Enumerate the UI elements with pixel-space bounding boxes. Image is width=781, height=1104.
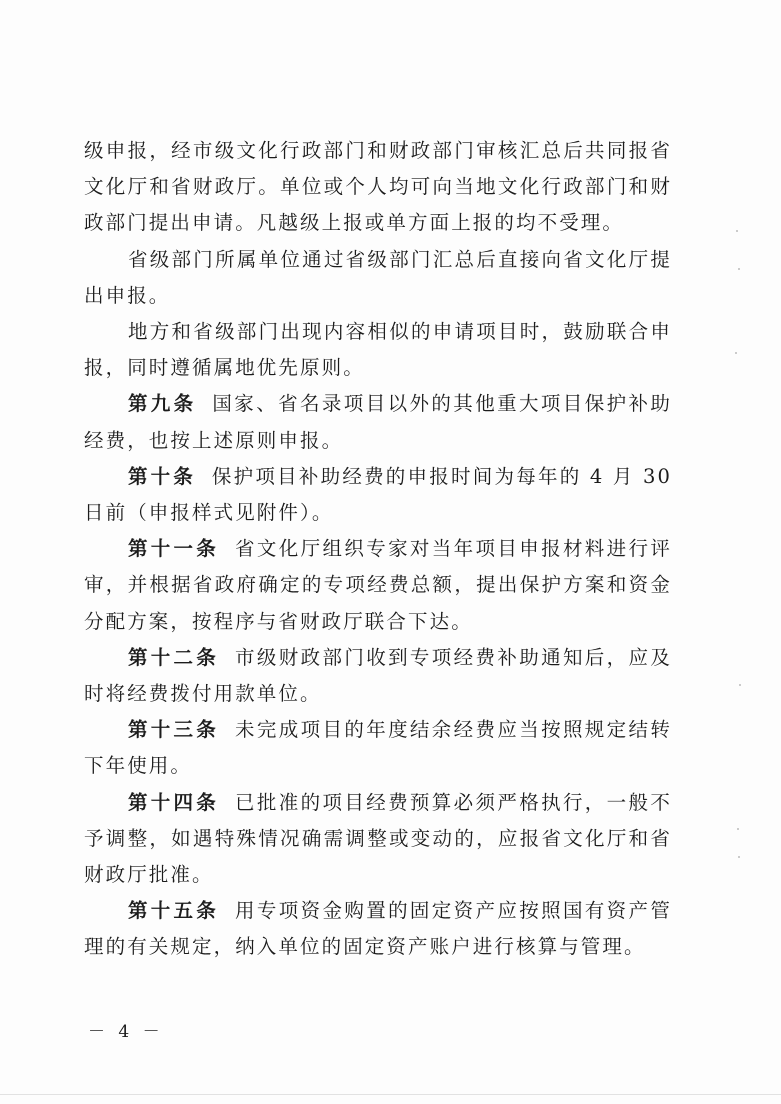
article-heading: 第十一条 <box>128 537 220 561</box>
paragraph-text: 已批准的项目经费预算必须严格执行，一般不予调整，如遇特殊情况确需调整或变动的，应报省文化厅和省财政厅批准。 <box>84 790 672 887</box>
article-11 <box>84 531 672 640</box>
paragraph <box>84 314 672 386</box>
article-9 <box>84 386 672 458</box>
article-heading: 第九条 <box>128 392 197 416</box>
paragraph-text: 地方和省级部门出现内容相似的申请项目时，鼓励联合申报，同时遵循属地优先原则。 <box>84 320 672 380</box>
paragraph-text: 省级部门所属单位通过省级部门汇总后直接向省文化厅提出申报。 <box>84 247 672 307</box>
article-heading: 第十二条 <box>128 645 220 669</box>
paragraph-text: 省文化厅组织专家对当年项目申报材料进行评审，并根据省政府确定的专项经费总额，提出保护方案和资金分配方案，按程序与省财政厅联合下达。 <box>84 537 672 633</box>
article-15 <box>84 893 672 965</box>
scan-edge <box>0 1094 781 1095</box>
scan-speck <box>736 230 738 232</box>
article-13 <box>84 712 672 784</box>
paragraph-text: 用专项资金购置的固定资产应按照国有资产管理的有关规定，纳入单位的固定资产账户进行核算与管理。 <box>84 899 672 959</box>
paragraph <box>84 133 672 242</box>
scan-speck <box>735 352 737 354</box>
paragraph-text: 保护项目补助经费的申报时间为每年的 4 月 30 日前（申报样式见附件）。 <box>84 464 672 525</box>
scan-speck <box>738 268 740 270</box>
article-heading: 第十五条 <box>128 899 220 923</box>
scan-speck <box>738 856 740 858</box>
scan-speck <box>737 828 739 830</box>
paragraph-text: 级申报，经市级文化行政部门和财政部门审核汇总后共同报省文化厅和省财政厅。单位或个人均可向当地文化行政部门和财政部门提出申请。凡越级上报或单方面上报的均不受理。 <box>84 139 672 235</box>
article-10 <box>84 459 672 531</box>
article-heading: 第十条 <box>128 464 196 488</box>
page-number: － 4 － <box>88 1022 164 1042</box>
article-14 <box>84 785 672 894</box>
document-body <box>84 133 672 966</box>
paragraph-text: 国家、省名录项目以外的其他重大项目保护补助经费，也按上述原则申报。 <box>84 392 672 452</box>
article-heading: 第十三条 <box>128 718 220 742</box>
paragraph-text: 市级财政部门收到专项经费补助通知后，应及时将经费拨付用款单位。 <box>84 645 672 706</box>
paragraph-text: 未完成项目的年度结余经费应当按照规定结转下年使用。 <box>84 718 672 778</box>
paragraph <box>84 242 672 314</box>
article-12 <box>84 640 672 712</box>
scan-speck <box>739 684 741 686</box>
article-heading: 第十四条 <box>128 790 220 814</box>
